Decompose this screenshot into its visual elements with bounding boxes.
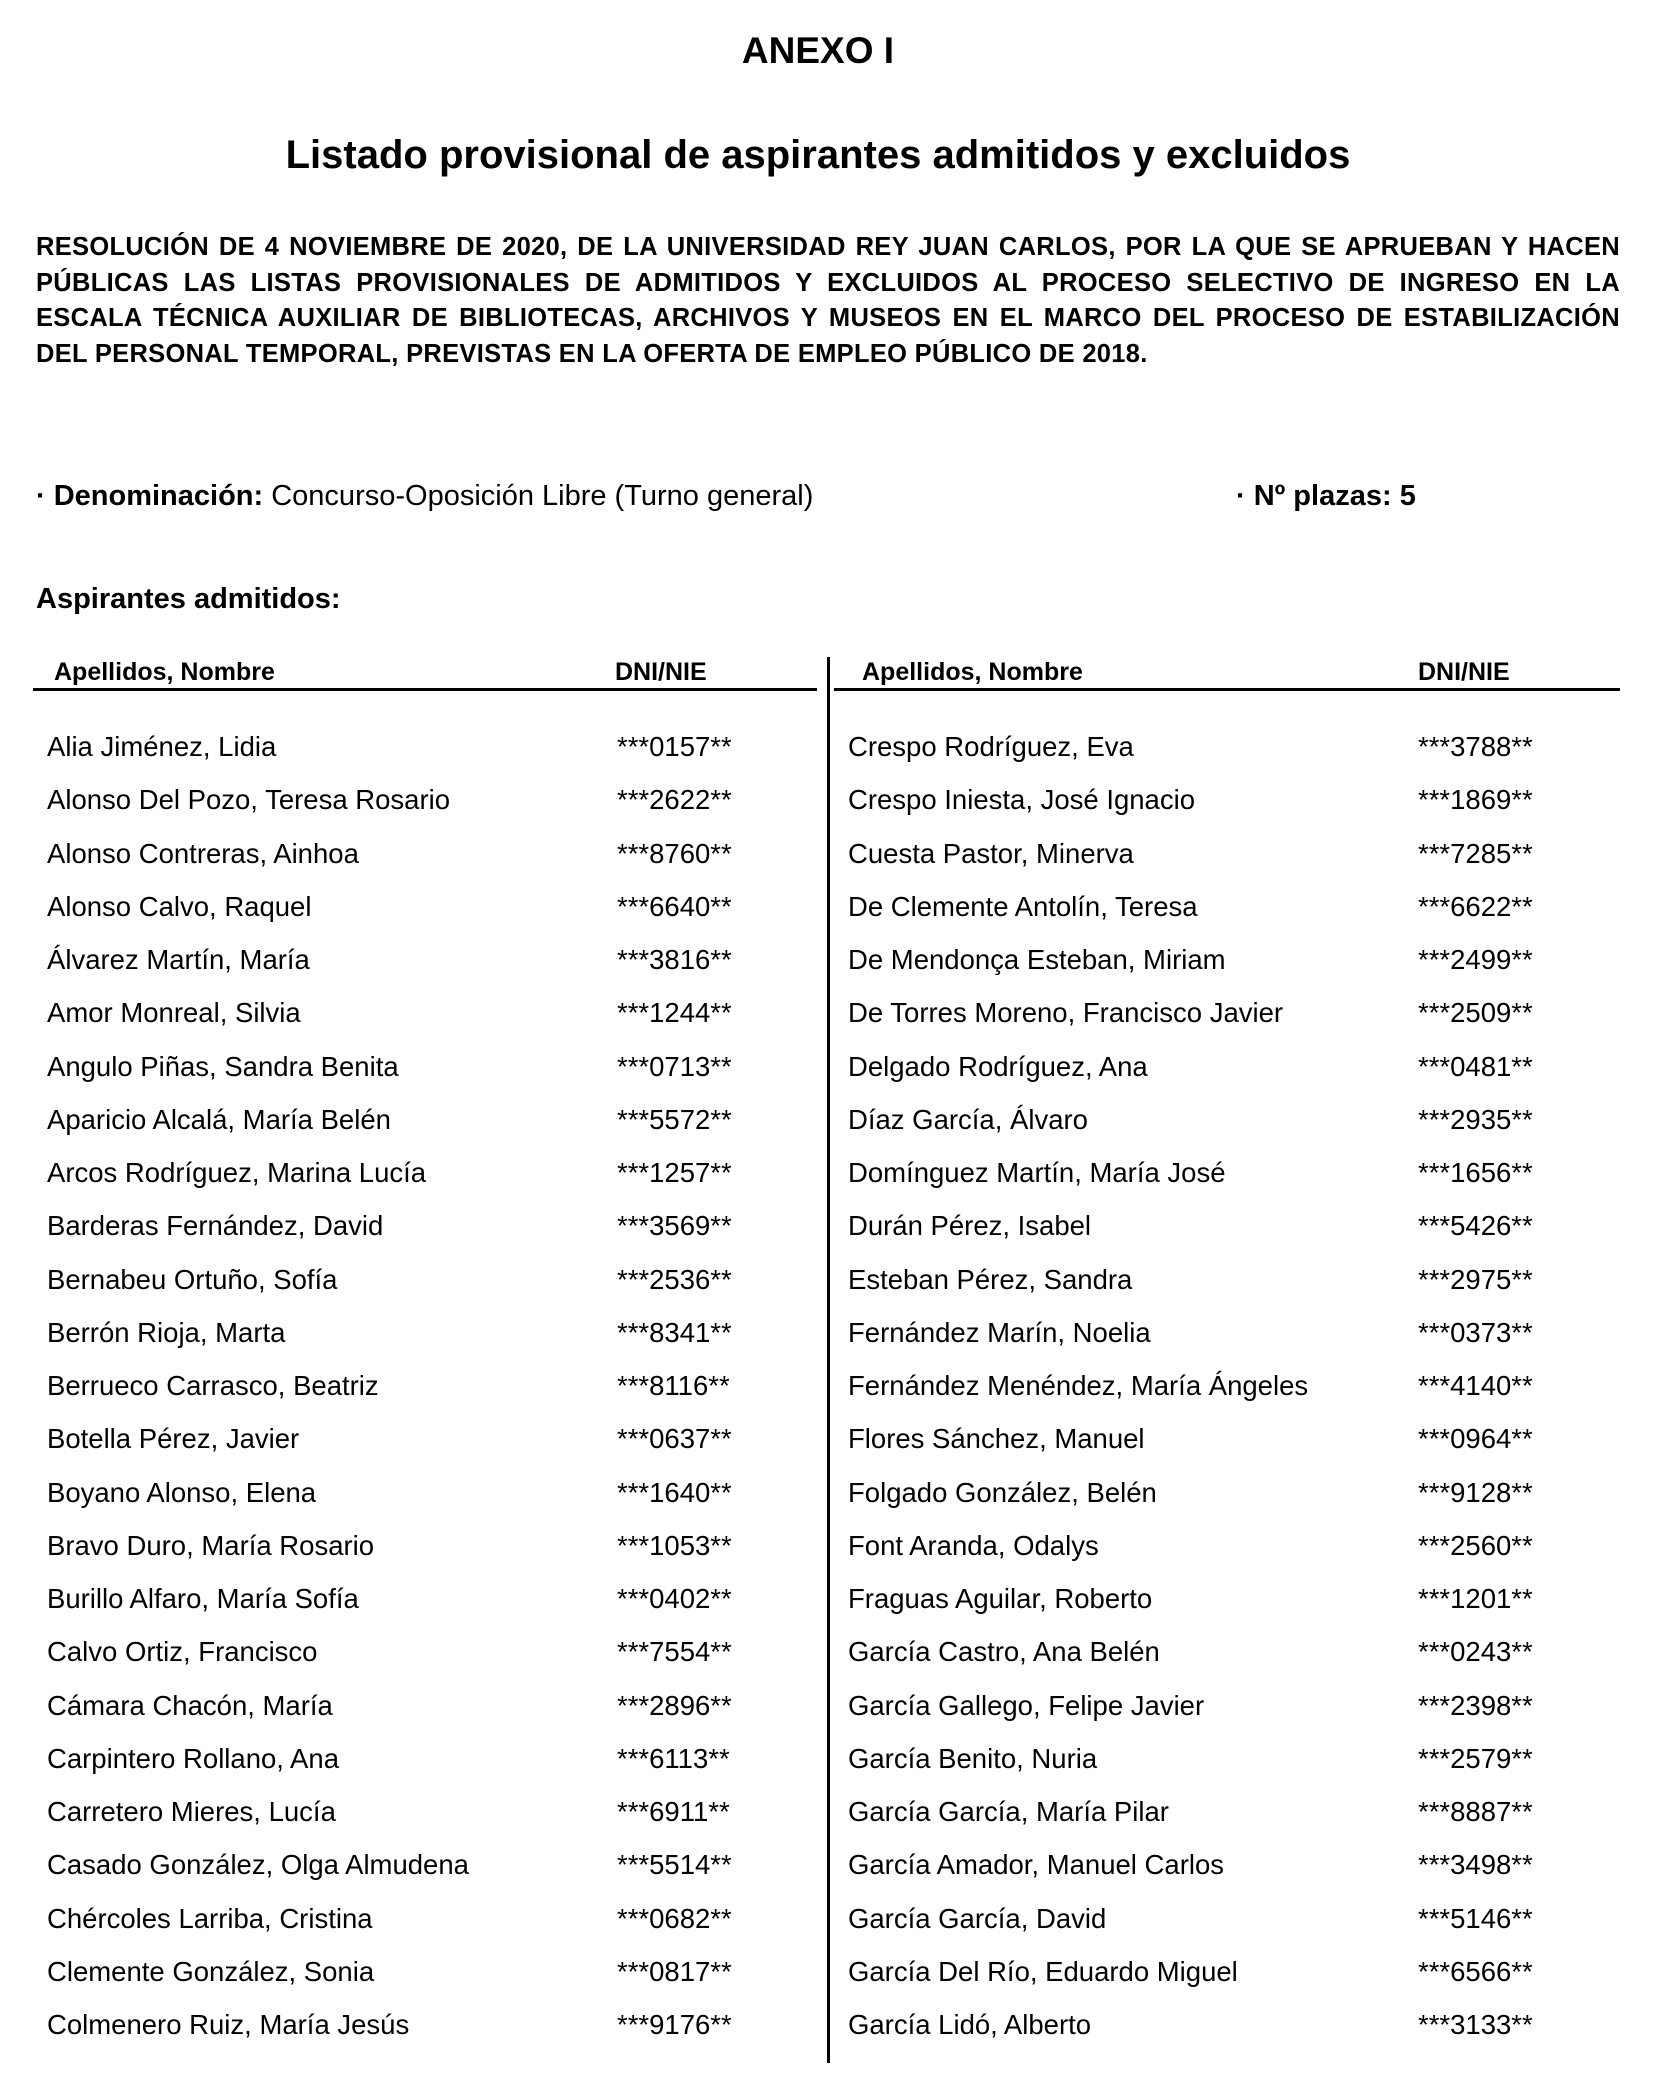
applicant-name: Angulo Piñas, Sandra Benita — [47, 1050, 399, 1082]
applicant-name: Berrueco Carrasco, Beatriz — [47, 1370, 379, 1401]
applicant-dni: ***3816** — [617, 944, 732, 975]
applicant-name: Arcos Rodríguez, Marina Lucía — [47, 1157, 427, 1188]
applicant-name: Cámara Chacón, María — [47, 1689, 333, 1721]
column-divider — [827, 657, 830, 2063]
applicant-name: Amor Monreal, Silvia — [47, 997, 301, 1029]
applicant-dni: ***2499** — [1418, 944, 1533, 975]
applicant-dni: ***3133** — [1418, 2009, 1533, 2040]
applicant-name: Calvo Ortiz, Francisco — [47, 1636, 318, 1668]
applicant-dni: ***0637** — [617, 1423, 732, 1455]
applicant-dni: ***7285** — [1418, 837, 1533, 869]
applicant-name: García García, María Pilar — [848, 1796, 1169, 1827]
plazas-value: 5 — [1399, 480, 1416, 512]
applicant-name: Casado González, Olga Almudena — [47, 1849, 469, 1881]
applicant-name: De Clemente Antolín, Teresa — [848, 890, 1198, 922]
right-header-rule — [834, 688, 1620, 691]
applicant-dni: ***2509** — [1418, 997, 1533, 1029]
applicant-name: Álvarez Martín, María — [47, 944, 310, 975]
applicant-dni: ***2560** — [1418, 1529, 1533, 1561]
applicant-name: Crespo Iniesta, José Ignacio — [848, 784, 1195, 816]
applicant-name: Delgado Rodríguez, Ana — [848, 1050, 1148, 1082]
applicant-name: Díaz García, Álvaro — [848, 1103, 1088, 1135]
applicant-name: Chércoles Larriba, Cristina — [47, 1902, 373, 1934]
applicant-dni: ***0713** — [617, 1050, 732, 1082]
applicant-dni: ***3788** — [1418, 731, 1533, 762]
applicant-dni: ***1869** — [1418, 784, 1533, 816]
applicant-dni: ***8341** — [617, 1316, 732, 1348]
applicant-dni: ***9176** — [617, 2009, 732, 2040]
left-header-rule — [33, 688, 817, 691]
applicant-name: Burillo Alfaro, María Sofía — [47, 1583, 359, 1614]
applicant-dni: ***2935** — [1418, 1103, 1533, 1135]
applicant-name: Alia Jiménez, Lidia — [47, 731, 277, 762]
applicant-dni: ***9128** — [1418, 1476, 1533, 1508]
applicant-dni: ***0157** — [617, 731, 732, 762]
applicant-name: Colmenero Ruiz, María Jesús — [47, 2009, 410, 2040]
applicant-dni: ***0402** — [617, 1583, 732, 1614]
section-title: Aspirantes admitidos: — [36, 583, 341, 615]
applicant-name: Carretero Mieres, Lucía — [47, 1796, 336, 1827]
applicant-name: Domínguez Martín, María José — [848, 1157, 1226, 1188]
applicant-dni: ***1244** — [617, 997, 732, 1029]
applicant-name: Esteban Pérez, Sandra — [848, 1263, 1133, 1295]
plazas — [1236, 480, 1416, 513]
applicant-dni: ***1053** — [617, 1529, 732, 1561]
right-header-dni: DNI/NIE — [1418, 658, 1510, 686]
applicant-dni: ***1201** — [1418, 1583, 1533, 1614]
applicant-dni: ***1257** — [617, 1157, 732, 1188]
applicant-name: Folgado González, Belén — [848, 1476, 1157, 1508]
applicant-dni: ***6640** — [617, 890, 732, 922]
applicant-dni: ***6113** — [617, 1742, 730, 1774]
applicant-name: Cuesta Pastor, Minerva — [848, 837, 1134, 869]
applicant-dni: ***0817** — [617, 1955, 732, 1987]
applicant-dni: ***3498** — [1418, 1849, 1533, 1881]
applicant-name: Clemente González, Sonia — [47, 1955, 375, 1987]
denominacion-value: Concurso-Oposición Libre (Turno general) — [271, 480, 814, 512]
applicant-name: García García, David — [848, 1902, 1107, 1934]
applicant-dni: ***0373** — [1418, 1316, 1533, 1348]
annex-title: ANEXO I — [741, 30, 895, 71]
applicant-name: Alonso Contreras, Ainhoa — [47, 837, 359, 869]
applicant-dni: ***6566** — [1418, 1955, 1533, 1987]
right-header-name: Apellidos, Nombre — [862, 658, 1083, 686]
applicant-name: Boyano Alonso, Elena — [47, 1476, 317, 1508]
applicant-dni: ***6622** — [1418, 890, 1533, 922]
applicant-dni: ***5426** — [1418, 1210, 1533, 1242]
applicant-dni: ***3569** — [617, 1210, 732, 1242]
applicant-dni: ***1656** — [1418, 1157, 1533, 1188]
applicant-dni: ***5572** — [617, 1103, 732, 1135]
applicant-dni: ***1640** — [617, 1476, 732, 1508]
applicant-name: Fraguas Aguilar, Roberto — [848, 1583, 1153, 1614]
applicant-dni: ***6911** — [617, 1796, 730, 1827]
applicant-name: De Mendonça Esteban, Miriam — [848, 944, 1226, 975]
applicant-dni: ***4140** — [1418, 1370, 1533, 1401]
applicant-name: Botella Pérez, Javier — [47, 1423, 300, 1455]
applicant-name: Flores Sánchez, Manuel — [848, 1423, 1145, 1455]
applicant-dni: ***0964** — [1418, 1423, 1533, 1455]
applicant-name: Alonso Calvo, Raquel — [47, 890, 312, 922]
applicant-dni: ***2622** — [617, 784, 732, 816]
left-header-name: Apellidos, Nombre — [54, 658, 275, 686]
document-subtitle: Listado provisional de aspirantes admitidos y excluidos — [285, 133, 1351, 177]
applicant-dni: ***7554** — [617, 1636, 732, 1668]
applicant-name: Fernández Marín, Noelia — [848, 1316, 1151, 1348]
applicant-dni: ***0481** — [1418, 1050, 1533, 1082]
applicant-name: De Torres Moreno, Francisco Javier — [848, 997, 1284, 1029]
left-header-dni: DNI/NIE — [615, 658, 707, 686]
applicant-name: García Lidó, Alberto — [848, 2009, 1092, 2040]
applicant-dni: ***2398** — [1418, 1689, 1533, 1721]
applicant-name: Barderas Fernández, David — [47, 1210, 384, 1242]
applicant-dni: ***8760** — [617, 837, 732, 869]
applicant-dni: ***2896** — [617, 1689, 732, 1721]
applicant-name: Aparicio Alcalá, María Belén — [47, 1103, 391, 1135]
applicant-dni: ***0243** — [1418, 1636, 1533, 1668]
applicant-name: Bernabeu Ortuño, Sofía — [47, 1263, 338, 1295]
denominacion-label: · Denominación: — [36, 480, 264, 512]
applicant-name: Alonso Del Pozo, Teresa Rosario — [47, 784, 451, 816]
applicant-dni: ***5146** — [1418, 1902, 1533, 1934]
plazas-label: · Nº plazas: — [1236, 480, 1392, 512]
applicant-name: Carpintero Rollano, Ana — [47, 1742, 339, 1774]
applicant-name: García Castro, Ana Belén — [848, 1636, 1160, 1668]
resolution-paragraph: RESOLUCIÓN DE 4 NOVIEMBRE DE 2020, DE LA UNIVERSIDAD REY JUAN CARLOS, POR LA QUE SE APRUEBAN Y HACEN PÚBLICAS LAS LISTAS PROVISIONALES DE ADMITIDOS Y EXCLUIDOS AL PROCESO SELECTIVO DE INGRESO EN LA ESCALA TÉCNICA AUXILIAR DE BIBLIOTECAS, ARCHIVOS Y MUSEOS EN EL MARCO DEL PROCESO DE ESTABILIZACIÓN DEL PERSONAL TEMPORAL, PREVISTAS EN LA OFERTA DE EMPLEO PÚBLICO DE 2018. — [36, 233, 1620, 368]
applicant-dni: ***8887** — [1418, 1796, 1533, 1827]
applicant-name: García Benito, Nuria — [848, 1742, 1098, 1774]
applicant-name: Font Aranda, Odalys — [848, 1529, 1099, 1561]
applicant-dni: ***5514** — [617, 1849, 732, 1881]
applicant-name: Fernández Menéndez, María Ángeles — [848, 1370, 1309, 1401]
applicant-name: García Del Río, Eduardo Miguel — [848, 1955, 1238, 1987]
applicant-name: Berrón Rioja, Marta — [47, 1316, 286, 1348]
applicant-name: García Gallego, Felipe Javier — [848, 1689, 1205, 1721]
applicant-dni: ***2975** — [1418, 1263, 1533, 1295]
applicant-name: Durán Pérez, Isabel — [848, 1210, 1092, 1242]
denominacion — [36, 480, 813, 513]
applicant-dni: ***2536** — [617, 1263, 732, 1295]
applicant-dni: ***2579** — [1418, 1742, 1533, 1774]
applicant-name: García Amador, Manuel Carlos — [848, 1849, 1225, 1881]
applicant-dni: ***8116** — [617, 1370, 730, 1401]
applicant-dni: ***0682** — [617, 1902, 732, 1934]
applicant-name: Bravo Duro, María Rosario — [47, 1529, 375, 1561]
applicant-name: Crespo Rodríguez, Eva — [848, 731, 1134, 762]
